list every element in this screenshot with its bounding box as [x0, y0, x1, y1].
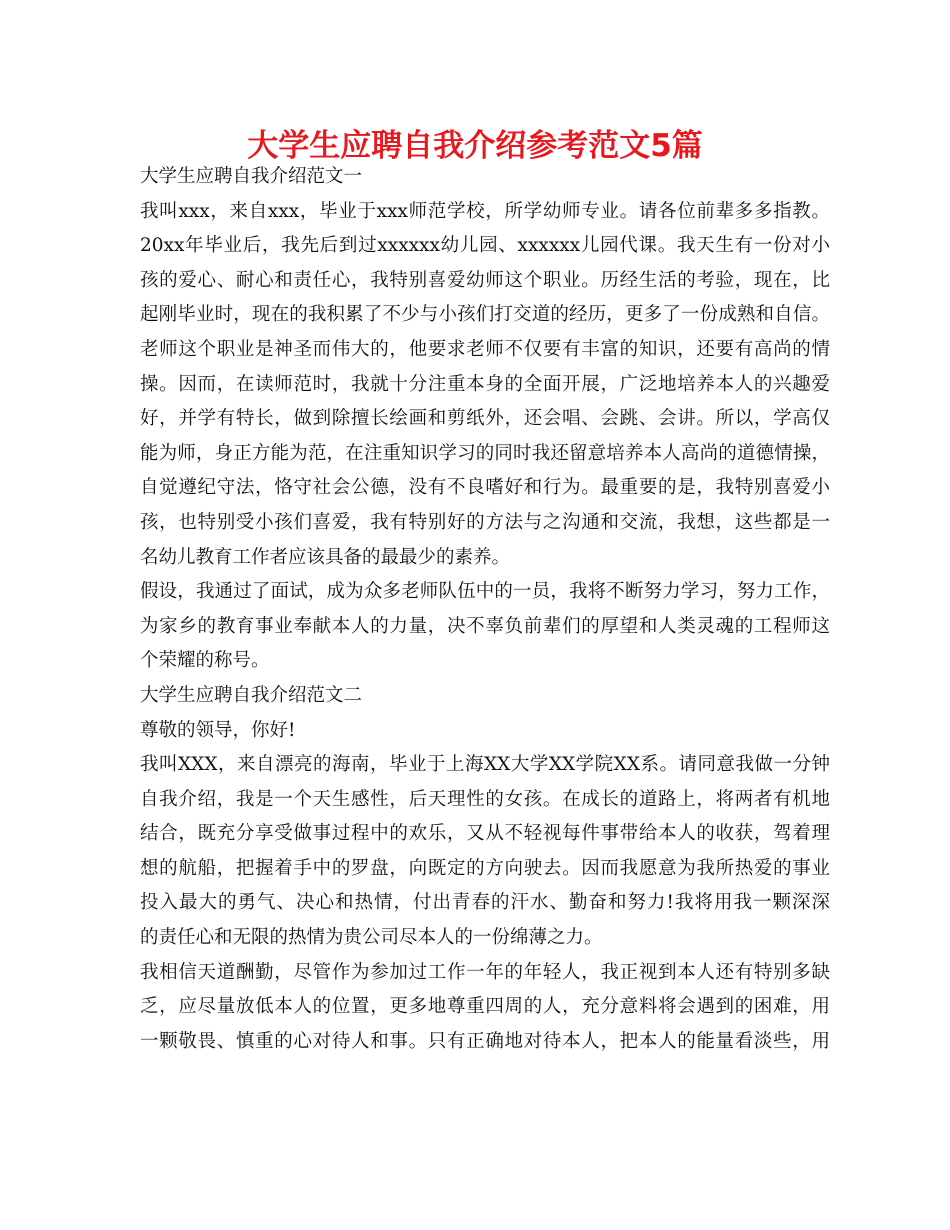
text-line: 操。因而，在读师范时，我就十分注重本身的全面开展，广泛地培养本人的兴趣爱 — [140, 373, 830, 395]
text-line: 想的航船，把握着手中的罗盘，向既定的方向驶去。因而我愿意为我所热爱的事业 — [140, 857, 830, 879]
text-line: 尊敬的领导，你好! — [140, 719, 296, 741]
text-line: 20xx年毕业后，我先后到过xxxxxx幼儿园、xxxxxx儿园代课。我天生有一份对小 — [140, 235, 830, 257]
text-line: 孩的爱心、耐心和责任心，我特别喜爱幼师这个职业。历经生活的考验，现在，比 — [140, 269, 830, 291]
text-line: 孩，也特别受小孩们喜爱，我有特别好的方法与之沟通和交流，我想，这些都是一 — [140, 511, 830, 533]
text-line: 投入最大的勇气、决心和热情，付出青春的汗水、勤奋和努力!我将用我一颗深深 — [140, 892, 830, 914]
text-line: 为家乡的教育事业奉献本人的力量，决不辜负前辈们的厚望和人类灵魂的工程师这 — [140, 615, 830, 637]
text-line: 大学生应聘自我介绍范文一 — [140, 166, 363, 187]
text-line: 自觉遵纪守法，恪守社会公德，没有不良嗜好和行为。最重要的是，我特别喜爱小 — [140, 477, 830, 499]
text-line: 我叫XXX，来自漂亮的海南，毕业于上海XX大学XX学院XX系。请同意我做一分钟 — [140, 754, 830, 776]
text-line: 名幼儿教育工作者应该具备的最最少的素养。 — [140, 546, 511, 568]
text-line: 大学生应聘自我介绍范文二 — [140, 684, 363, 706]
text-line: 好，并学有特长，做到除擅长绘画和剪纸外，还会唱、会跳、会讲。所以，学高仅 — [140, 408, 830, 430]
text-line: 假设，我通过了面试，成为众多老师队伍中的一员，我将不断努力学习，努力工作， — [140, 581, 830, 603]
text-line: 我叫xxx，来自xxx，毕业于xxx师范学校，所学幼师专业。请各位前辈多多指教。 — [140, 200, 830, 222]
text-line: 结合，既充分享受做事过程中的欢乐，又从不轻视每件事带给本人的收获，驾着理 — [140, 823, 830, 845]
document-title: 大学生应聘自我介绍参考范文5篇 — [247, 128, 703, 164]
document-body — [140, 160, 830, 1059]
text-line: 起刚毕业时，现在的我积累了不少与小孩们打交道的经历，更多了一份成熟和自信。 — [140, 304, 830, 326]
text-line: 个荣耀的称号。 — [140, 650, 270, 672]
text-line: 的责任心和无限的热情为贵公司尽本人的一份绵薄之力。 — [140, 927, 603, 949]
text-line: 能为师，身正方能为范，在注重知识学习的同时我还留意培养本人高尚的道德情操， — [140, 442, 830, 464]
text-line: 乏，应尽量放低本人的位置，更多地尊重四周的人，充分意料将会遇到的困难，用 — [140, 996, 830, 1018]
text-line: 老师这个职业是神圣而伟大的，他要求老师不仅要有丰富的知识，还要有高尚的情 — [140, 338, 830, 360]
text-line: 我相信天道酬勤，尽管作为参加过工作一年的年轻人，我正视到本人还有特别多缺 — [140, 961, 830, 983]
text-line: 自我介绍，我是一个天生感性，后天理性的女孩。在成长的道路上，将两者有机地 — [140, 788, 830, 810]
text-line: 一颗敬畏、慎重的心对待人和事。只有正确地对待本人，把本人的能量看淡些，用 — [140, 1030, 830, 1052]
